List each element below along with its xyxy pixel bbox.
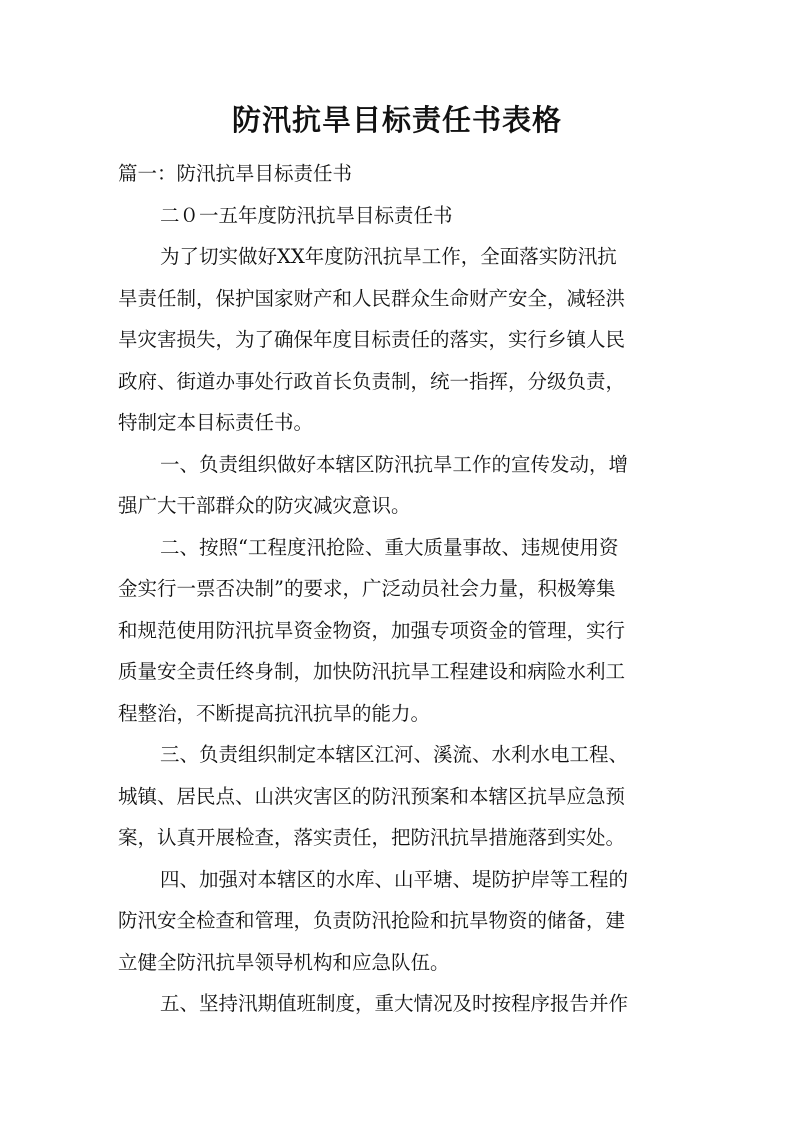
paragraph-line: 案，认真开展检查，落实责任，把防汛抗旱措施落到实处。 xyxy=(118,826,626,849)
paragraph-line: 旱灾害损失，为了确保年度目标责任的落实，实行乡镇人民 xyxy=(118,328,626,351)
subtitle-line: 二０一五年度防汛抗旱目标责任书 xyxy=(160,204,453,227)
paragraph-line: 强广大干部群众的防灾减灾意识。 xyxy=(118,494,411,517)
section-heading: 篇一：防汛抗旱目标责任书 xyxy=(118,162,353,185)
paragraph-line: 五、坚持汛期值班制度，重大情况及时按程序报告并作 xyxy=(160,992,629,1015)
paragraph-line: 一、负责组织做好本辖区防汛抗旱工作的宣传发动，增 xyxy=(160,453,629,476)
paragraph-line: 城镇、居民点、山洪灾害区的防汛预案和本辖区抗旱应急预 xyxy=(118,785,626,808)
paragraph-line: 质量安全责任终身制，加快防汛抗旱工程建设和病险水利工 xyxy=(118,660,626,683)
paragraph-line: 政府、街道办事处行政首长负责制，统一指挥，分级负责， xyxy=(118,370,626,393)
paragraph-line: 金实行一票否决制”的要求，广泛动员社会力量，积极筹集 xyxy=(118,577,616,600)
paragraph-line: 为了切实做好XX年度防汛抗旱工作，全面落实防汛抗 xyxy=(160,245,617,268)
paragraph-line: 防汛安全检查和管理，负责防汛抢险和抗旱物资的储备，建 xyxy=(118,909,626,932)
paragraph-line: 和规范使用防汛抗旱资金物资，加强专项资金的管理，实行 xyxy=(118,619,626,642)
paragraph-line: 程整治，不断提高抗汛抗旱的能力。 xyxy=(118,702,431,725)
paragraph-line: 特制定本目标责任书。 xyxy=(118,411,314,434)
paragraph-line: 立健全防汛抗旱领导机构和应急队伍。 xyxy=(118,951,450,974)
paragraph-line: 二、按照“工程度汛抢险、重大质量事故、违规使用资 xyxy=(160,536,619,559)
paragraph-line: 旱责任制，保护国家财产和人民群众生命财产安全，减轻洪 xyxy=(118,287,626,310)
paragraph-line: 三、负责组织制定本辖区江河、溪流、水利水电工程、 xyxy=(160,743,629,766)
document-title: 防汛抗旱目标责任书表格 xyxy=(231,103,562,137)
paragraph-line: 四、加强对本辖区的水库、山平塘、堤防护岸等工程的 xyxy=(160,868,629,891)
